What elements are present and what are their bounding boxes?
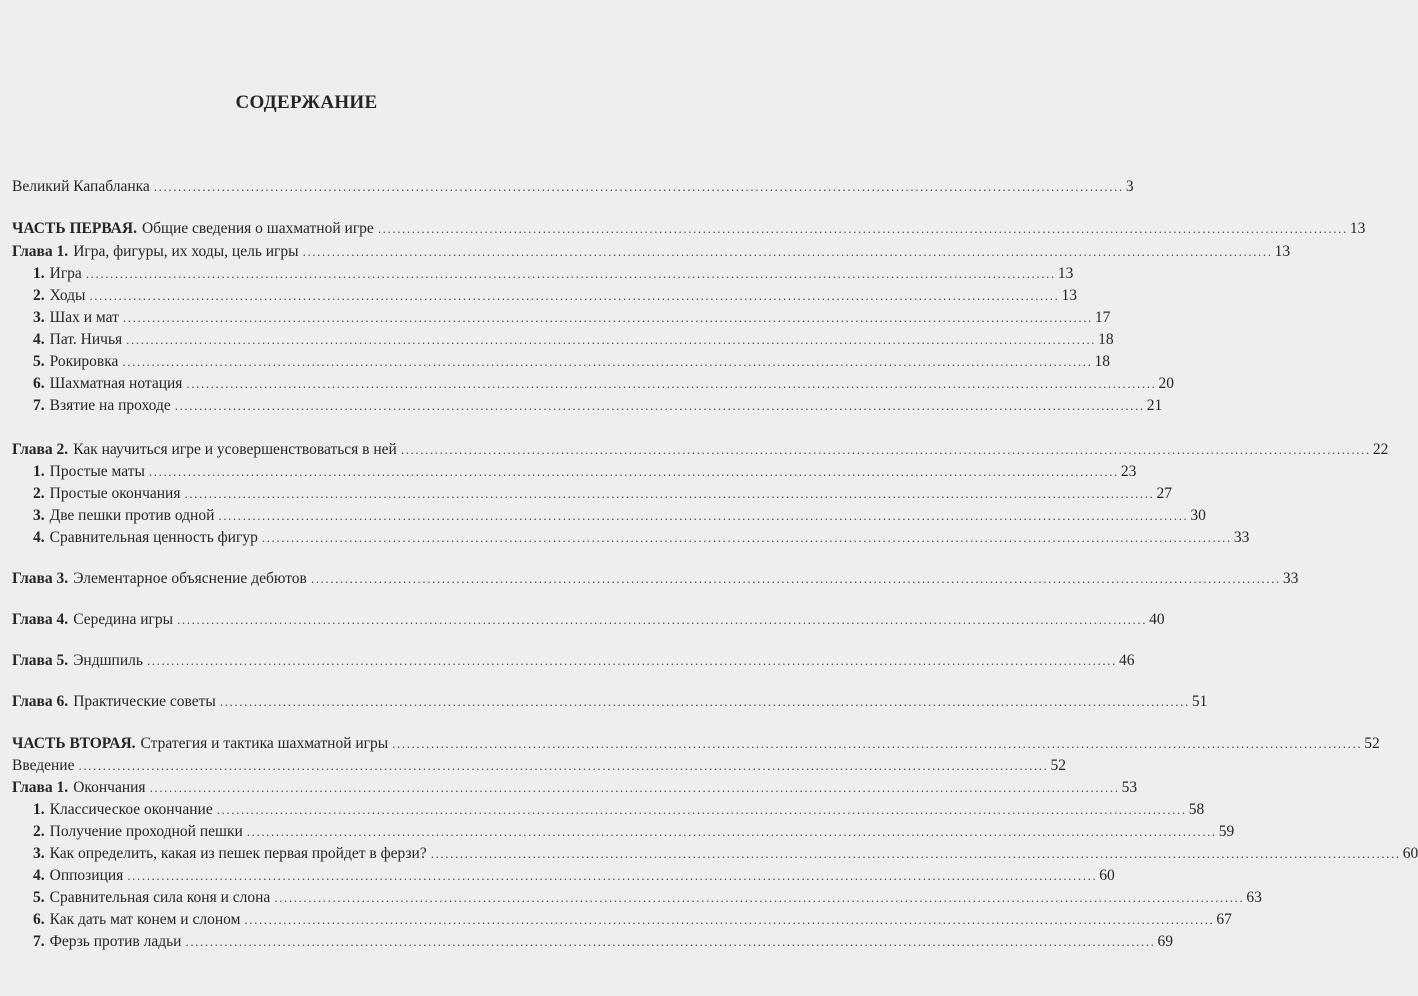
- page-number: 52: [1364, 735, 1380, 752]
- page-number: 33: [1282, 570, 1299, 587]
- page-number: 69: [1157, 933, 1173, 950]
- dot-leader: ........................................................................................................................................................................................................: [153, 179, 1124, 194]
- page-number: 13: [1349, 220, 1366, 237]
- section-number: 6.: [33, 375, 45, 392]
- toc-entry: [12, 218, 1366, 240]
- section-number: 3.: [33, 309, 45, 326]
- entry-title: Простые окончания: [49, 485, 181, 502]
- entry-title: Как определить, какая из пешек первая пройдет в ферзи?: [49, 845, 427, 862]
- page-number: 60: [1402, 845, 1418, 862]
- entry-title: Получение проходной пешки: [49, 823, 243, 840]
- toc-entry: [12, 568, 1299, 590]
- chapter-prefix: Глава 5.: [12, 652, 69, 669]
- page-number: 52: [1050, 757, 1066, 774]
- section-number: 3.: [33, 507, 45, 524]
- dot-leader: ........................................................................................................................................................................................................: [218, 508, 1189, 523]
- dot-leader: ........................................................................................................................................................................................................: [430, 846, 1401, 861]
- page-number: 13: [1057, 265, 1074, 282]
- section-number: 2.: [33, 287, 45, 304]
- toc-entry: [33, 307, 1111, 329]
- toc-entry: [33, 843, 1418, 865]
- toc-entry: [33, 461, 1137, 483]
- toc-entry: [33, 527, 1250, 549]
- toc-entry: [12, 733, 1380, 755]
- page-number: 27: [1156, 485, 1172, 502]
- toc-entry: [12, 609, 1165, 631]
- dot-leader: ........................................................................................................................................................................................................: [177, 612, 1148, 627]
- entry-title: Рокировка: [49, 353, 119, 370]
- dot-leader: ........................................................................................................................................................................................................: [392, 736, 1363, 751]
- toc-entry: [33, 263, 1074, 285]
- section-number: 4.: [33, 529, 45, 546]
- page-number: 20: [1158, 375, 1174, 392]
- dot-leader: ........................................................................................................................................................................................................: [219, 694, 1190, 709]
- section-number: 5.: [33, 889, 45, 906]
- page-number: 58: [1188, 801, 1205, 818]
- toc-entry: [12, 650, 1135, 672]
- page-number: 23: [1120, 463, 1137, 480]
- dot-leader: ........................................................................................................................................................................................................: [186, 376, 1157, 391]
- page-number: 40: [1149, 611, 1165, 628]
- chapter-prefix: Глава 4.: [12, 611, 69, 628]
- entry-title: Шахматная нотация: [49, 375, 183, 392]
- page-number: 13: [1061, 287, 1077, 304]
- toc-entry: [33, 865, 1115, 887]
- entry-title: Как научиться игре и усовершенствоваться в ней: [73, 441, 397, 458]
- toc-entry: [33, 373, 1174, 395]
- entry-title: Как дать мат конем и слоном: [49, 911, 241, 928]
- section-number: 7.: [33, 933, 45, 950]
- chapter-prefix: Глава 3.: [12, 570, 69, 587]
- toc-entry: [33, 395, 1163, 417]
- page-number: 17: [1094, 309, 1111, 326]
- entry-title: Классическое окончание: [49, 801, 213, 818]
- dot-leader: ........................................................................................................................................................................................................: [89, 288, 1060, 303]
- dot-leader: ........................................................................................................................................................................................................: [122, 310, 1093, 325]
- section-number: 5.: [33, 353, 45, 370]
- chapter-prefix: Глава 1.: [12, 243, 69, 260]
- toc-entry: [33, 483, 1172, 505]
- page-number: 46: [1118, 652, 1135, 669]
- entry-title: Оппозиция: [49, 867, 124, 884]
- section-number: 2.: [33, 485, 45, 502]
- dot-leader: ........................................................................................................................................................................................................: [148, 464, 1119, 479]
- dot-leader: ........................................................................................................................................................................................................: [302, 244, 1273, 259]
- page-number: 51: [1191, 693, 1208, 710]
- toc-entry: [33, 505, 1206, 527]
- page-number: 30: [1190, 507, 1206, 524]
- toc-entry: [12, 176, 1134, 198]
- dot-leader: ........................................................................................................................................................................................................: [310, 571, 1281, 586]
- page-number: 3: [1125, 178, 1134, 195]
- entry-title: Середина игры: [73, 611, 174, 628]
- page-number: 18: [1098, 331, 1114, 348]
- entry-title: Ферзь против ладьи: [49, 933, 182, 950]
- section-number: 2.: [33, 823, 45, 840]
- dot-leader: ........................................................................................................................................................................................................: [244, 912, 1215, 927]
- entry-title: Окончания: [73, 779, 146, 796]
- dot-leader: ........................................................................................................................................................................................................: [185, 934, 1156, 949]
- entry-title: Сравнительная ценность фигур: [49, 529, 258, 546]
- page-number: 13: [1274, 243, 1291, 260]
- page-number: 33: [1233, 529, 1250, 546]
- entry-title: Шах и мат: [49, 309, 119, 326]
- toc-entry: [12, 439, 1389, 461]
- dot-leader: ........................................................................................................................................................................................................: [246, 824, 1217, 839]
- toc-entry: [33, 931, 1173, 953]
- chapter-prefix: ЧАСТЬ ВТОРАЯ.: [12, 735, 136, 752]
- page-number: 60: [1099, 867, 1115, 884]
- toc-entry: [33, 887, 1262, 909]
- entry-title: Введение: [12, 757, 75, 774]
- entry-title: Стратегия и тактика шахматной игры: [140, 735, 389, 752]
- chapter-prefix: Глава 6.: [12, 693, 69, 710]
- toc-entry: [12, 777, 1138, 799]
- dot-leader: ........................................................................................................................................................................................................: [149, 780, 1120, 795]
- section-number: 7.: [33, 397, 45, 414]
- toc-entry: [33, 329, 1114, 351]
- entry-title: Две пешки против одной: [49, 507, 215, 524]
- dot-leader: ........................................................................................................................................................................................................: [146, 653, 1117, 668]
- toc-entry: [33, 285, 1077, 307]
- entry-title: Игра: [49, 265, 82, 282]
- entry-title: Общие сведения о шахматной игре: [141, 220, 374, 237]
- section-number: 4.: [33, 331, 45, 348]
- page-number: 22: [1372, 441, 1389, 458]
- toc-entry: [33, 799, 1205, 821]
- toc-entry: [33, 351, 1110, 373]
- page-number: 18: [1094, 353, 1110, 370]
- dot-leader: ........................................................................................................................................................................................................: [78, 758, 1049, 773]
- toc-entry: [12, 691, 1208, 713]
- dot-leader: ........................................................................................................................................................................................................: [122, 354, 1093, 369]
- section-number: 1.: [33, 801, 45, 818]
- entry-title: Ходы: [49, 287, 86, 304]
- section-number: 4.: [33, 867, 45, 884]
- dot-leader: ........................................................................................................................................................................................................: [126, 332, 1097, 347]
- toc-entry: [12, 755, 1066, 777]
- section-number: 6.: [33, 911, 45, 928]
- entry-title: Простые маты: [49, 463, 145, 480]
- dot-leader: ........................................................................................................................................................................................................: [174, 398, 1145, 413]
- entry-title: Игра, фигуры, их ходы, цель игры: [73, 243, 299, 260]
- section-number: 3.: [33, 845, 45, 862]
- entry-title: Сравнительная сила коня и слона: [49, 889, 271, 906]
- entry-title: Эндшпиль: [73, 652, 143, 669]
- section-number: 1.: [33, 463, 45, 480]
- chapter-prefix: Глава 1.: [12, 779, 69, 796]
- dot-leader: ........................................................................................................................................................................................................: [261, 530, 1232, 545]
- dot-leader: ........................................................................................................................................................................................................: [400, 442, 1371, 457]
- dot-leader: ........................................................................................................................................................................................................: [85, 266, 1056, 281]
- page-number: 67: [1216, 911, 1232, 928]
- entry-title: Элементарное объяснение дебютов: [73, 570, 307, 587]
- page-number: 59: [1218, 823, 1235, 840]
- chapter-prefix: Глава 2.: [12, 441, 69, 458]
- section-number: 1.: [33, 265, 45, 282]
- entry-title: Пат. Ничья: [49, 331, 123, 348]
- page-title: СОДЕРЖАНИЕ: [235, 92, 378, 113]
- dot-leader: ........................................................................................................................................................................................................: [377, 221, 1348, 236]
- toc-entry: [33, 821, 1235, 843]
- page-number: 53: [1121, 779, 1138, 796]
- toc-entry: [12, 241, 1291, 263]
- entry-title: Великий Капабланка: [12, 178, 150, 195]
- dot-leader: ........................................................................................................................................................................................................: [127, 868, 1098, 883]
- page-number: 21: [1146, 397, 1163, 414]
- dot-leader: ........................................................................................................................................................................................................: [274, 890, 1245, 905]
- dot-leader: ........................................................................................................................................................................................................: [184, 486, 1155, 501]
- dot-leader: ........................................................................................................................................................................................................: [216, 802, 1187, 817]
- page-number: 63: [1246, 889, 1262, 906]
- chapter-prefix: ЧАСТЬ ПЕРВАЯ.: [12, 220, 137, 237]
- entry-title: Взятие на проходе: [49, 397, 171, 414]
- toc-entry: [33, 909, 1232, 931]
- entry-title: Практические советы: [73, 693, 216, 710]
